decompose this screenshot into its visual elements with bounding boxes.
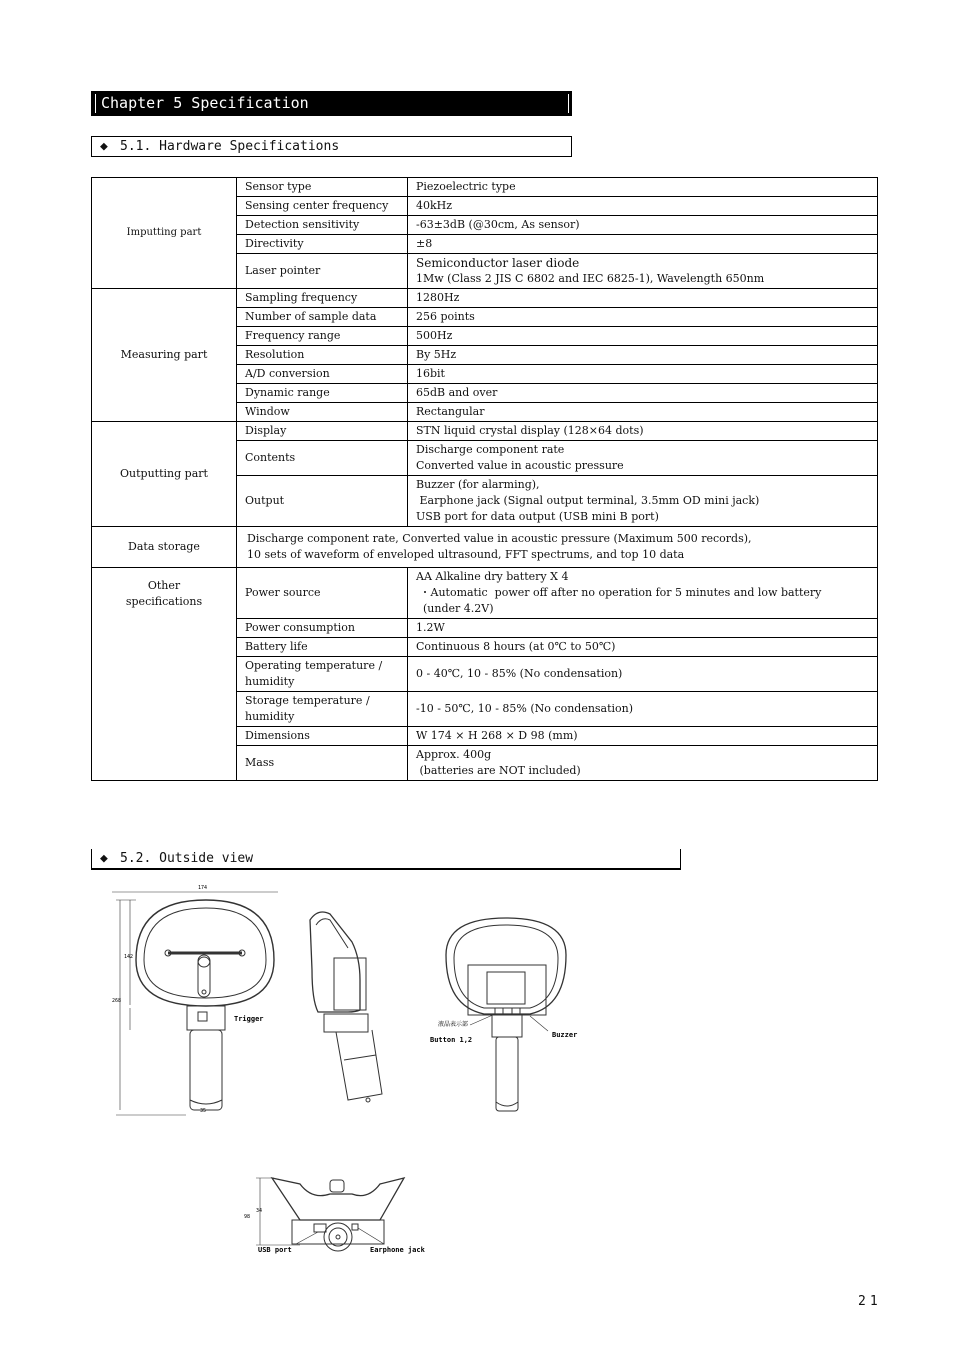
item-value: -10 - 50℃, 10 - 85% (No condensation) <box>408 692 878 727</box>
group-label: Measuring part <box>92 289 237 422</box>
value-line: USB port for data output (USB mini B port) <box>416 510 659 523</box>
item-value: STN liquid crystal display (128×64 dots) <box>408 422 878 441</box>
item-label: A/D conversion <box>237 365 408 384</box>
item-label: Dimensions <box>237 727 408 746</box>
dimension-label: 35 <box>200 1108 207 1114</box>
group-label: Outputting part <box>92 422 237 527</box>
item-label: Contents <box>237 441 408 476</box>
section-title: 5.1. Hardware Specifications <box>120 139 340 154</box>
table-row <box>92 422 878 441</box>
section-heading-outside-view <box>91 849 681 870</box>
item-value <box>237 527 878 568</box>
group-label: Other specifications <box>92 568 237 781</box>
value-line: (batteries are NOT included) <box>416 764 581 777</box>
item-value: 1280Hz <box>408 289 878 308</box>
item-value: Piezoelectric type <box>408 178 878 197</box>
item-label: Sensing center frequency <box>237 197 408 216</box>
value-line: Earphone jack (Signal output terminal, 3.5mm OD mini jack) <box>416 494 760 507</box>
item-value: 1.2W <box>408 619 878 638</box>
section-title: 5.2. Outside view <box>120 851 254 866</box>
chapter-title: Chapter 5 Specification <box>91 91 572 116</box>
item-value: 500Hz <box>408 327 878 346</box>
trigger-label: Trigger <box>234 1015 264 1023</box>
item-value <box>408 441 878 476</box>
value-line: Semiconductor laser diode <box>416 256 580 270</box>
item-label: Sampling frequency <box>237 289 408 308</box>
item-label: Operating temperature / humidity <box>237 657 408 692</box>
buzzer-label: Buzzer <box>552 1031 578 1039</box>
item-label: Mass <box>237 746 408 781</box>
item-label: Power source <box>237 568 408 619</box>
table-row <box>92 289 878 308</box>
item-label: Battery life <box>237 638 408 657</box>
item-label: Power consumption <box>237 619 408 638</box>
item-label: Resolution <box>237 346 408 365</box>
item-label: Detection sensitivity <box>237 216 408 235</box>
item-value: W 174 × H 268 × D 98 (mm) <box>408 727 878 746</box>
section-heading-hardware <box>91 136 572 157</box>
item-value: 0 - 40℃, 10 - 85% (No condensation) <box>408 657 878 692</box>
item-value <box>408 746 878 781</box>
bottom-view-drawing <box>256 1178 404 1251</box>
item-label: Storage temperature / humidity <box>237 692 408 727</box>
item-value: By 5Hz <box>408 346 878 365</box>
value-line: AA Alkaline dry battery X 4 <box>416 570 569 583</box>
button-label: Button 1,2 <box>430 1036 473 1044</box>
value-line: Converted value in acoustic pressure <box>416 459 624 472</box>
dimension-label: 142 <box>124 954 134 960</box>
item-value: ±8 <box>408 235 878 254</box>
item-label: Sensor type <box>237 178 408 197</box>
usb-port-label: USB port <box>258 1246 292 1254</box>
value-line: Discharge component rate <box>416 443 565 456</box>
earphone-jack-label: Earphone jack <box>370 1246 425 1254</box>
item-value <box>408 254 878 289</box>
diamond-icon: ◆ <box>100 139 108 154</box>
item-value <box>408 568 878 619</box>
side-view-drawing <box>310 912 382 1102</box>
spec-table <box>91 177 878 781</box>
item-value <box>408 476 878 527</box>
item-value: -63±3dB (@30cm, As sensor) <box>408 216 878 235</box>
group-label: Data storage <box>92 527 237 568</box>
value-line: 1Mw (Class 2 JIS C 6802 and IEC 6825-1), Wavelength 650nm <box>416 272 765 285</box>
dimension-label: 34 <box>256 1208 263 1214</box>
page-number: 21 <box>858 1294 882 1309</box>
group-label: Imputting part <box>92 178 237 289</box>
item-label: Display <box>237 422 408 441</box>
item-label: Frequency range <box>237 327 408 346</box>
item-value: 256 points <box>408 308 878 327</box>
value-line: Buzzer (for alarming), <box>416 478 540 491</box>
table-row <box>92 568 878 619</box>
dimension-label: 98 <box>244 1214 251 1220</box>
item-label: Output <box>237 476 408 527</box>
value-line: Approx. 400g <box>416 748 492 761</box>
diamond-icon: ◆ <box>100 851 108 866</box>
back-view-drawing <box>446 918 566 1111</box>
dimension-label: 174 <box>198 885 208 891</box>
lcd-label: 液晶表示部 <box>438 1021 469 1028</box>
item-label: Laser pointer <box>237 254 408 289</box>
value-line: (under 4.2V) <box>416 602 494 615</box>
item-label: Dynamic range <box>237 384 408 403</box>
item-value: Rectangular <box>408 403 878 422</box>
item-label: Number of sample data <box>237 308 408 327</box>
item-value: 40kHz <box>408 197 878 216</box>
table-row <box>92 178 878 197</box>
dimension-label: 268 <box>112 998 122 1004</box>
item-value: 16bit <box>408 365 878 384</box>
item-label: Window <box>237 403 408 422</box>
value-line: Discharge component rate, Converted value in acoustic pressure (Maximum 500 records), <box>247 532 752 545</box>
front-view-drawing <box>112 892 278 1115</box>
item-value: Continuous 8 hours (at 0℃ to 50℃) <box>408 638 878 657</box>
item-value: 65dB and over <box>408 384 878 403</box>
item-label: Directivity <box>237 235 408 254</box>
table-row <box>92 527 878 568</box>
value-line: 10 sets of waveform of enveloped ultrasound, FFT spectrums, and top 10 data <box>247 548 685 561</box>
value-line: ・Automatic power off after no operation for 5 minutes and low battery <box>416 586 822 599</box>
